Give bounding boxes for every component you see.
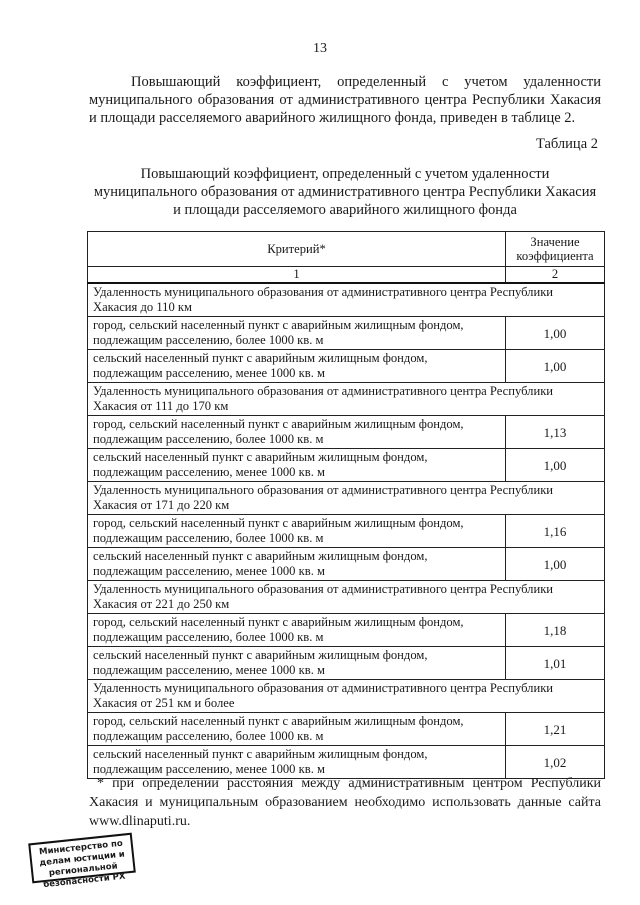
criterion-cell: город, сельский населенный пункт с аварийным жилищным фондом, подлежащим расселению, более 1000 кв. м [88, 515, 506, 548]
distance-group-row [88, 283, 605, 317]
criterion-cell: сельский населенный пункт с аварийным жилищным фондом, подлежащим расселению, менее 1000 кв. м [88, 746, 506, 779]
criterion-cell: сельский населенный пункт с аварийным жилищным фондом, подлежащим расселению, менее 1000 кв. м [88, 350, 506, 383]
table-row [88, 515, 605, 548]
coefficient-value-cell: 1,00 [506, 548, 605, 581]
coefficient-value-cell: 1,18 [506, 614, 605, 647]
column-number-2: 2 [506, 267, 605, 284]
footnote: * при определении расстояния между административным центром Республики Хакасия и муниципальным образованием необходимо использовать данные сайта www.dlinaputi.ru. [89, 776, 601, 829]
distance-group-row [88, 581, 605, 614]
coefficient-value-cell: 1,00 [506, 350, 605, 383]
coefficient-value-cell: 1,00 [506, 449, 605, 482]
table-row [88, 449, 605, 482]
table-row [88, 614, 605, 647]
table-row [88, 647, 605, 680]
header-criterion: Критерий* [88, 232, 506, 267]
criterion-cell: город, сельский населенный пункт с аварийным жилищным фондом, подлежащим расселению, более 1000 кв. м [88, 614, 506, 647]
criterion-cell: сельский населенный пункт с аварийным жилищным фондом, подлежащим расселению, менее 1000 кв. м [88, 449, 506, 482]
distance-group-title: Удаленность муниципального образования от административного центра Республики Хакасия от 251 км и более [88, 680, 605, 713]
distance-group-row [88, 680, 605, 713]
criterion-cell: город, сельский населенный пункт с аварийным жилищным фондом, подлежащим расселению, более 1000 кв. м [88, 713, 506, 746]
table-caption: Повышающий коэффициент, определенный с учетом удаленности муниципального образования от административного центра Республики Хакасия и площади расселяемого аварийного жилищного фонда [93, 166, 597, 218]
table-row [88, 350, 605, 383]
distance-group-title: Удаленность муниципального образования от административного центра Республики Хакасия от 171 до 220 км [88, 482, 605, 515]
distance-group-title: Удаленность муниципального образования от административного центра Республики Хакасия от 111 до 170 км [88, 383, 605, 416]
criterion-cell: сельский населенный пункт с аварийным жилищным фондом, подлежащим расселению, менее 1000 кв. м [88, 548, 506, 581]
ministry-stamp: Министерство по делам юстиции и региональной безопасности РХ [28, 833, 136, 884]
column-number-1: 1 [88, 267, 506, 284]
distance-group-title: Удаленность муниципального образования от административного центра Республики Хакасия от 221 до 250 км [88, 581, 605, 614]
distance-group-row [88, 482, 605, 515]
distance-group-title: Удаленность муниципального образования от административного центра Республики Хакасия до 110 км [88, 283, 605, 317]
header-value: Значение коэффициента [506, 232, 605, 267]
distance-group-row [88, 383, 605, 416]
coefficient-value-cell: 1,02 [506, 746, 605, 779]
criterion-cell: город, сельский населенный пункт с аварийным жилищным фондом, подлежащим расселению, более 1000 кв. м [88, 416, 506, 449]
table-reference: Таблица 2 [535, 136, 598, 152]
table-row [88, 317, 605, 350]
intro-paragraph: Повышающий коэффициент, определенный с учетом удаленности муниципального образования от административного центра Республики Хакасия и площади расселяемого аварийного жилищного фонда, приведен в таблице 2. [89, 74, 601, 126]
table-row [88, 548, 605, 581]
coefficient-value-cell: 1,16 [506, 515, 605, 548]
coefficient-value-cell: 1,01 [506, 647, 605, 680]
criterion-cell: сельский населенный пункт с аварийным жилищным фондом, подлежащим расселению, менее 1000 кв. м [88, 647, 506, 680]
criterion-cell: город, сельский населенный пункт с аварийным жилищным фондом, подлежащим расселению, более 1000 кв. м [88, 317, 506, 350]
coefficient-value-cell: 1,21 [506, 713, 605, 746]
coefficient-table [87, 231, 605, 779]
table-row [88, 416, 605, 449]
coefficient-value-cell: 1,00 [506, 317, 605, 350]
table-row [88, 713, 605, 746]
coefficient-value-cell: 1,13 [506, 416, 605, 449]
page-number: 13 [313, 41, 327, 56]
